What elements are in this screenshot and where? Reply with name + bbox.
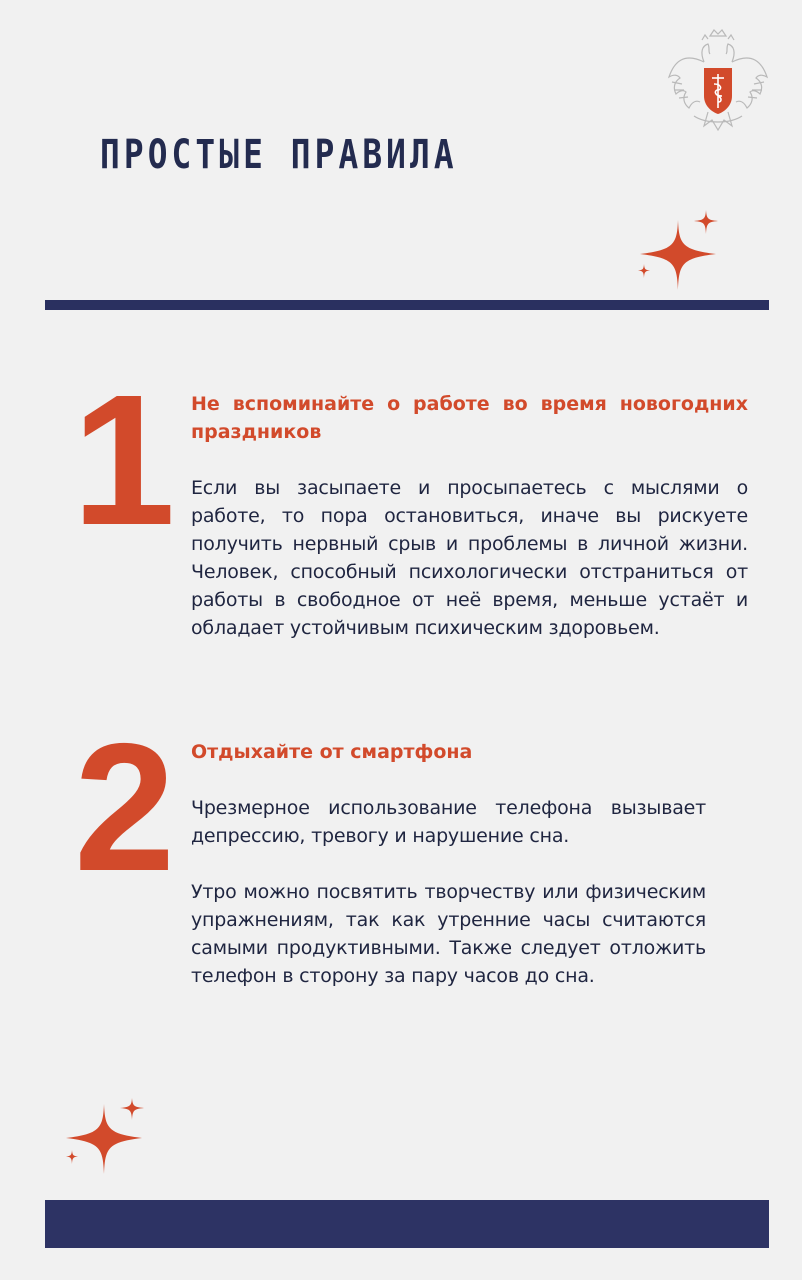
rule-paragraph: Чрезмерное использование телефона вызывает депрессию, тревогу и нарушение сна. bbox=[191, 797, 706, 847]
rule-paragraph: Если вы засыпаете и просыпаетесь с мыслями о работе, то пора остановиться, иначе вы рискуете получить нервный срыв и проблемы в личной жизни. Человек, способный психологически отстраниться от работы в свободное от неё время, меньше устаёт и обладает устойчивым психическим здоровьем. bbox=[191, 477, 748, 639]
rule-number-1: 1 bbox=[72, 357, 170, 564]
sparkle-icon bbox=[632, 208, 722, 292]
rule-block-1 bbox=[191, 390, 748, 642]
rule-number-2: 2 bbox=[74, 705, 176, 909]
rule-heading-1: Не вспоминайте о работе во время новогодних праздников bbox=[191, 393, 748, 443]
sparkle-icon bbox=[62, 1094, 152, 1178]
rule-block-2 bbox=[191, 738, 706, 990]
bottom-bar bbox=[45, 1200, 769, 1248]
rule-heading-2: Отдыхайте от смартфона bbox=[191, 741, 473, 763]
eagle-emblem-icon bbox=[664, 22, 772, 134]
page-title: ПРОСТЫЕ ПРАВИЛА bbox=[100, 132, 458, 178]
rule-paragraph: Утро можно посвятить творчеству или физическим упражнениям, так как утренние часы считаются самыми продуктивными. Также следует отложить телефон в сторону за пару часов до сна. bbox=[191, 881, 706, 987]
top-divider bbox=[45, 300, 769, 310]
